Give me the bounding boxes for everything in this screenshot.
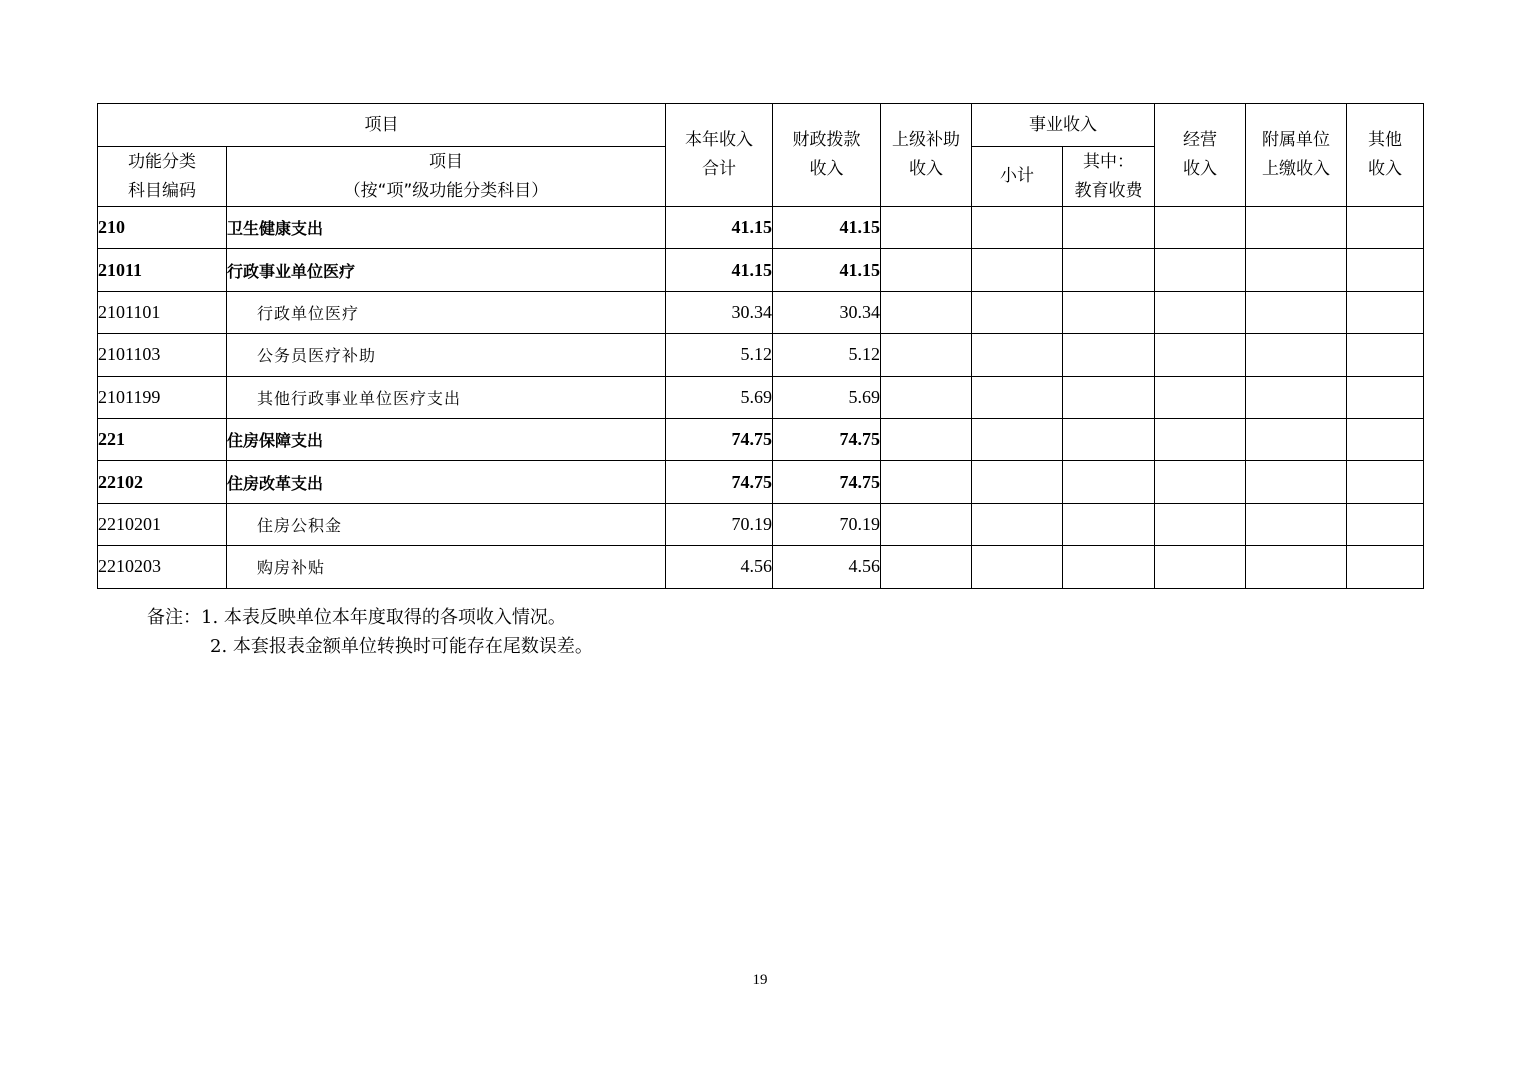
table-row [98,249,1424,291]
cell-total: 41.15 [666,249,773,291]
cell-superior [881,418,972,460]
cell-other [1347,249,1424,291]
cell-name: 行政事业单位医疗 [227,249,666,291]
cell-total: 74.75 [666,461,773,503]
page-number: 19 [752,972,768,988]
cell-subtotal [972,546,1063,588]
cell-operating [1155,461,1246,503]
cell-name: 住房公积金 [227,503,666,545]
table-row [98,334,1424,376]
cell-edu-fee [1063,546,1155,588]
cell-name: 公务员医疗补助 [227,334,666,376]
cell-affiliated [1246,291,1347,333]
cell-fiscal: 74.75 [773,418,881,460]
header-other: 其他 收入 [1347,104,1424,207]
cell-superior [881,376,972,418]
cell-fiscal: 5.69 [773,376,881,418]
cell-operating [1155,249,1246,291]
cell-affiliated [1246,249,1347,291]
cell-edu-fee [1063,249,1155,291]
cell-other [1347,376,1424,418]
cell-code: 22102 [98,461,227,503]
header-total: 本年收入 合计 [666,104,773,207]
cell-operating [1155,334,1246,376]
cell-edu-fee [1063,503,1155,545]
cell-other [1347,461,1424,503]
cell-superior [881,503,972,545]
cell-code: 2101199 [98,376,227,418]
cell-superior [881,207,972,249]
cell-affiliated [1246,376,1347,418]
cell-superior [881,461,972,503]
cell-edu-fee [1063,461,1155,503]
cell-total: 70.19 [666,503,773,545]
cell-fiscal: 4.56 [773,546,881,588]
cell-operating [1155,418,1246,460]
cell-edu-fee [1063,207,1155,249]
cell-subtotal [972,207,1063,249]
cell-edu-fee [1063,334,1155,376]
cell-edu-fee [1063,376,1155,418]
cell-subtotal [972,418,1063,460]
cell-edu-fee [1063,418,1155,460]
cell-superior [881,249,972,291]
header-project-group: 项目 [98,104,666,147]
cell-fiscal: 41.15 [773,249,881,291]
cell-other [1347,334,1424,376]
cell-affiliated [1246,418,1347,460]
note-line-2: 2. 本套报表金额单位转换时可能存在尾数误差。 [210,636,593,657]
income-table [97,103,1424,589]
cell-other [1347,207,1424,249]
cell-total: 5.12 [666,334,773,376]
header-superior: 上级补助 收入 [881,104,972,207]
cell-operating [1155,503,1246,545]
header-affiliated: 附属单位 上缴收入 [1246,104,1347,207]
cell-other [1347,291,1424,333]
cell-fiscal: 30.34 [773,291,881,333]
cell-name: 住房保障支出 [227,418,666,460]
table-row [98,291,1424,333]
cell-code: 2101101 [98,291,227,333]
header-edu-fee: 其中： 教育收费 [1063,147,1155,207]
cell-name: 行政单位医疗 [227,291,666,333]
cell-operating [1155,376,1246,418]
cell-affiliated [1246,503,1347,545]
cell-total: 30.34 [666,291,773,333]
cell-operating [1155,546,1246,588]
header-fiscal: 财政拨款 收入 [773,104,881,207]
cell-superior [881,291,972,333]
cell-code: 2210201 [98,503,227,545]
cell-affiliated [1246,461,1347,503]
cell-total: 4.56 [666,546,773,588]
cell-other [1347,546,1424,588]
cell-name: 其他行政事业单位医疗支出 [227,376,666,418]
cell-subtotal [972,376,1063,418]
cell-total: 41.15 [666,207,773,249]
table-row [98,376,1424,418]
cell-code: 2210203 [98,546,227,588]
table-row [98,207,1424,249]
cell-fiscal: 5.12 [773,334,881,376]
cell-total: 74.75 [666,418,773,460]
cell-affiliated [1246,334,1347,376]
cell-operating [1155,207,1246,249]
cell-subtotal [972,461,1063,503]
table-row [98,503,1424,545]
note-line-1: 备注：1. 本表反映单位本年度取得的各项收入情况。 [147,607,566,628]
cell-fiscal: 70.19 [773,503,881,545]
cell-name: 住房改革支出 [227,461,666,503]
cell-subtotal [972,334,1063,376]
cell-subtotal [972,503,1063,545]
cell-superior [881,334,972,376]
cell-fiscal: 74.75 [773,461,881,503]
cell-code: 221 [98,418,227,460]
table-row [98,461,1424,503]
cell-other [1347,503,1424,545]
notes [147,603,593,661]
cell-superior [881,546,972,588]
table-row [98,418,1424,460]
cell-name: 卫生健康支出 [227,207,666,249]
cell-code: 210 [98,207,227,249]
cell-fiscal: 41.15 [773,207,881,249]
header-subtotal: 小计 [972,147,1063,207]
header-operating: 经营 收入 [1155,104,1246,207]
header-business-group: 事业收入 [972,104,1155,147]
header-code: 功能分类 科目编码 [98,147,227,207]
cell-edu-fee [1063,291,1155,333]
cell-subtotal [972,249,1063,291]
table-row [98,546,1424,588]
cell-code: 21011 [98,249,227,291]
cell-other [1347,418,1424,460]
cell-total: 5.69 [666,376,773,418]
cell-code: 2101103 [98,334,227,376]
cell-name: 购房补贴 [227,546,666,588]
cell-subtotal [972,291,1063,333]
cell-operating [1155,291,1246,333]
cell-affiliated [1246,207,1347,249]
cell-affiliated [1246,546,1347,588]
header-name: 项目 （按“项”级功能分类科目） [227,147,666,207]
